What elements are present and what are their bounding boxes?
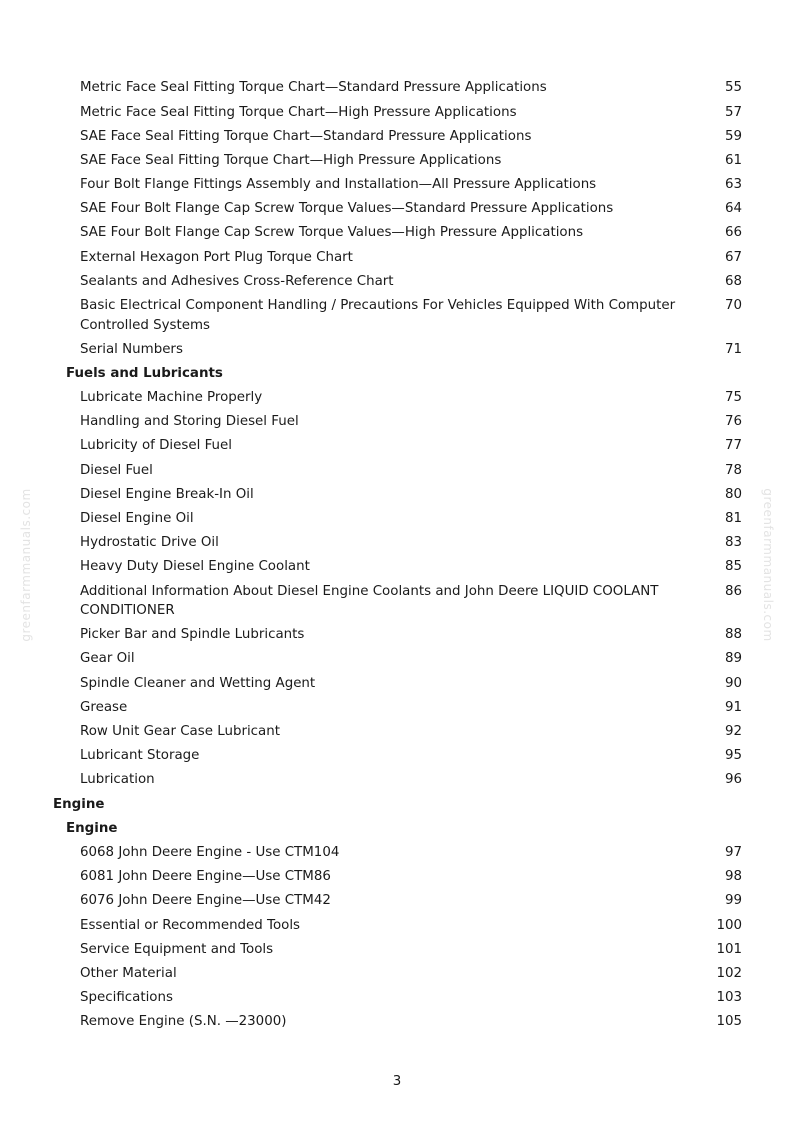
toc-entry-page-number: 102 <box>716 965 742 981</box>
toc-entry[interactable] <box>0 173 794 197</box>
toc-entry[interactable] <box>0 986 794 1010</box>
toc-entry-page-number: 95 <box>724 748 742 764</box>
toc-entry-title: Handling and Storing Diesel Fuel <box>80 414 299 430</box>
toc-entry-page-number: 88 <box>724 627 742 643</box>
toc-entry-page-number: 78 <box>724 462 742 478</box>
toc-entry[interactable] <box>0 197 794 221</box>
toc-entry-page-number: 64 <box>724 201 742 217</box>
watermark-right: greenfarmmanuals.com <box>761 488 775 642</box>
toc-entry-page-number: 99 <box>724 893 742 909</box>
toc-entry[interactable] <box>0 458 794 482</box>
toc-entry[interactable] <box>0 531 794 555</box>
toc-entry-page-number: 96 <box>724 772 742 788</box>
toc-entry-page-number: 92 <box>724 724 742 740</box>
toc-entry-title: Heavy Duty Diesel Engine Coolant <box>80 559 310 575</box>
toc-entry-page-number: 75 <box>724 390 742 406</box>
toc-entry-title: SAE Four Bolt Flange Cap Screw Torque Values—High Pressure Applications <box>80 225 584 241</box>
toc-entry[interactable] <box>0 294 794 338</box>
toc-entry[interactable] <box>0 720 794 744</box>
toc-entry[interactable] <box>0 623 794 647</box>
toc-entry-title: Diesel Engine Break-In Oil <box>80 486 254 502</box>
toc-entry[interactable] <box>0 337 794 361</box>
toc-entry[interactable] <box>0 579 794 623</box>
toc-entry-page-number: 67 <box>724 249 742 265</box>
toc-entry[interactable] <box>0 434 794 458</box>
toc-entry-page-number: 105 <box>716 1014 742 1030</box>
toc-entry[interactable] <box>0 768 794 792</box>
toc-entry-title: SAE Four Bolt Flange Cap Screw Torque Values—Standard Pressure Applications <box>80 201 614 217</box>
toc-entry-page-number: 98 <box>724 869 742 885</box>
toc-entry[interactable] <box>0 410 794 434</box>
toc-entry-title: External Hexagon Port Plug Torque Chart <box>80 249 353 265</box>
toc-entry-title: Remove Engine (S.N. —23000) <box>80 1014 287 1030</box>
toc-entry-title: Fuels and Lubricants <box>66 365 223 381</box>
toc-entry[interactable] <box>0 696 794 720</box>
toc-entry-page-number: 101 <box>716 941 742 957</box>
toc-entry-page-number: 55 <box>724 80 742 96</box>
toc-entry[interactable] <box>0 483 794 507</box>
toc-entry-title: Lubricate Machine Properly <box>80 390 263 406</box>
toc-entry-title: Four Bolt Flange Fittings Assembly and Installation—All Pressure Applications <box>80 177 597 193</box>
toc-section-heading[interactable] <box>0 792 794 816</box>
toc-entry-title: Hydrostatic Drive Oil <box>80 535 219 551</box>
toc-entry[interactable] <box>0 100 794 124</box>
toc-entry-page-number: 70 <box>724 298 742 314</box>
toc-entry-page-number: 68 <box>724 273 742 289</box>
toc-entry[interactable] <box>0 841 794 865</box>
toc-entry[interactable] <box>0 245 794 269</box>
toc-entry[interactable] <box>0 962 794 986</box>
toc-entry-title: 6081 John Deere Engine—Use CTM86 <box>80 869 331 885</box>
toc-entry-page-number: 100 <box>716 917 742 933</box>
toc-entry-title: SAE Face Seal Fitting Torque Chart—Standard Pressure Applications <box>80 128 532 144</box>
toc-entry[interactable] <box>0 76 794 100</box>
toc-entry[interactable] <box>0 744 794 768</box>
toc-entry-page-number: 76 <box>724 414 742 430</box>
toc-entry-page-number: 85 <box>724 559 742 575</box>
toc-entry-title: SAE Face Seal Fitting Torque Chart—High Pressure Applications <box>80 152 502 168</box>
toc-entry-page-number: 81 <box>724 511 742 527</box>
toc-entry-title: Service Equipment and Tools <box>80 941 274 957</box>
toc-entry-title: Lubricity of Diesel Fuel <box>80 438 232 454</box>
toc-entry-page-number: 103 <box>716 990 742 1006</box>
toc-entry-title: 6076 John Deere Engine—Use CTM42 <box>80 893 331 909</box>
watermark-left: greenfarmmanuals.com <box>19 488 33 642</box>
toc-entry-title: Essential or Recommended Tools <box>80 917 301 933</box>
toc-entry-title: Diesel Fuel <box>80 462 153 478</box>
toc-entry[interactable] <box>0 671 794 695</box>
toc-entry[interactable] <box>0 221 794 245</box>
toc-entry-title: Gear Oil <box>80 651 135 667</box>
toc-entry-title: Picker Bar and Spindle Lubricants <box>80 627 305 643</box>
toc-entry-page-number: 61 <box>724 152 742 168</box>
toc-entry-page-number: 80 <box>724 486 742 502</box>
toc-entry-title: Engine <box>66 820 118 836</box>
toc-entry-page-number: 57 <box>724 104 742 120</box>
toc-entry[interactable] <box>0 647 794 671</box>
toc-entry-title: Metric Face Seal Fitting Torque Chart—Standard Pressure Applications <box>80 80 547 96</box>
toc-entry[interactable] <box>0 124 794 148</box>
toc-entry-title: Sealants and Adhesives Cross-Reference Chart <box>80 273 394 289</box>
toc-entry-title: Lubrication <box>80 772 155 788</box>
toc-entry-page-number: 63 <box>724 177 742 193</box>
toc-entry[interactable] <box>0 1010 794 1034</box>
toc-entry-title: Diesel Engine Oil <box>80 511 194 527</box>
toc-entry-title: Metric Face Seal Fitting Torque Chart—High Pressure Applications <box>80 104 517 120</box>
toc-entry-title: 6068 John Deere Engine - Use CTM104 <box>80 844 340 860</box>
toc-entry-title: Engine <box>53 796 105 812</box>
toc-entry-title: Row Unit Gear Case Lubricant <box>80 724 280 740</box>
toc-entry-title: Spindle Cleaner and Wetting Agent <box>80 675 316 691</box>
toc-entry-page-number: 77 <box>724 438 742 454</box>
toc-entry[interactable] <box>0 270 794 294</box>
toc-entry[interactable] <box>0 913 794 937</box>
toc-entry-page-number: 97 <box>724 844 742 860</box>
toc-entry-title: Basic Electrical Component Handling / Precautions For Vehicles Equipped With Computer Controlled Systems <box>80 298 676 333</box>
toc-entry-page-number: 90 <box>724 675 742 691</box>
toc-entry-page-number: 59 <box>724 128 742 144</box>
toc-entry-title: Other Material <box>80 965 177 981</box>
toc-entry-page-number: 89 <box>724 651 742 667</box>
toc-entry-title: Lubricant Storage <box>80 748 200 764</box>
toc-entry-page-number: 83 <box>724 535 742 551</box>
toc-entry[interactable] <box>0 889 794 913</box>
toc-entry-title: Additional Information About Diesel Engine Coolants and John Deere LIQUID COOLANT CONDITIONER <box>80 583 659 619</box>
page-number: 3 <box>392 1074 402 1089</box>
toc-entry-title: Grease <box>80 699 128 715</box>
toc-entry-title: Specifications <box>80 990 173 1006</box>
toc-section-heading[interactable] <box>0 362 794 386</box>
toc-entry[interactable] <box>0 149 794 173</box>
toc-entry[interactable] <box>0 555 794 579</box>
toc-entry[interactable] <box>0 386 794 410</box>
toc-entry[interactable] <box>0 507 794 531</box>
toc-entry-page-number: 86 <box>724 583 742 599</box>
toc-entry-title: Serial Numbers <box>80 341 183 357</box>
toc-entry-page-number: 91 <box>724 699 742 715</box>
toc-section-heading[interactable] <box>0 816 794 840</box>
toc-entry-page-number: 66 <box>724 225 742 241</box>
toc-entry[interactable] <box>0 865 794 889</box>
toc-entry-page-number: 71 <box>724 341 742 357</box>
toc-entry[interactable] <box>0 937 794 961</box>
table-of-contents <box>0 76 794 1034</box>
